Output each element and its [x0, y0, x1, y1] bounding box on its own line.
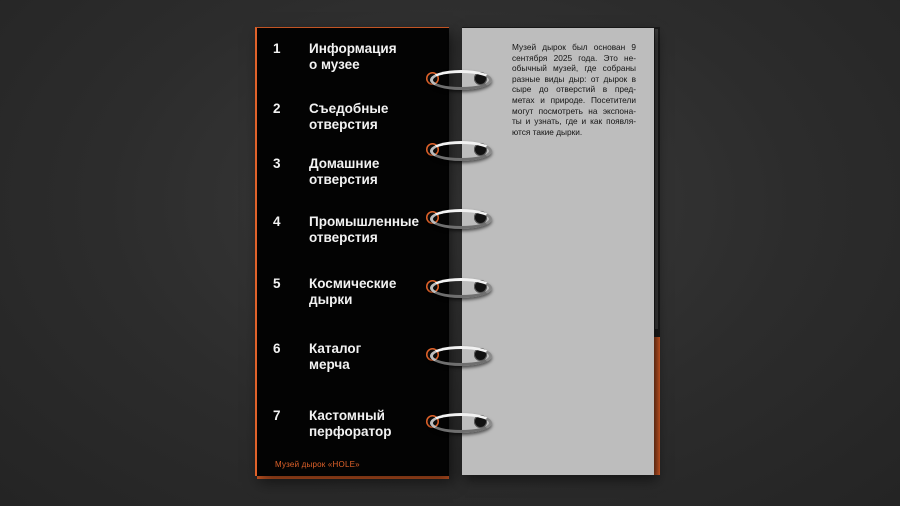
- menu-item-label: Домашние отверстия: [309, 156, 380, 187]
- ring-wire: [430, 346, 492, 366]
- menu-item-label: Промышленные отверстия: [309, 214, 420, 245]
- ring-wire: [430, 413, 492, 433]
- right-stack-orange-edge: [654, 337, 660, 475]
- menu-item-label: Каталог мерча: [309, 341, 362, 372]
- ring-wire: [430, 70, 492, 90]
- binding-ring: [420, 205, 492, 231]
- binding-ring: [420, 342, 492, 368]
- menu-item-number: 7: [273, 408, 281, 423]
- menu-item-number: 2: [273, 101, 281, 116]
- about-text: Музей дырок был основан 9 сентября 2025 года. Это не-обычный музей, где собраны разные виды дыр: от дырок в сыре до отверстий в пред-метах и природе. Посетители могут посмотреть на экспона-ты и узнать, где и как появля-ются такие дырки.: [512, 42, 636, 137]
- binding-ring: [420, 274, 492, 300]
- right-stack-edge: [655, 29, 658, 329]
- binding-ring: [420, 409, 492, 435]
- menu-item-label: Информация о музее: [309, 41, 397, 72]
- ring-wire: [430, 141, 492, 161]
- museum-footer: Музей дырок «HOLE»: [275, 460, 360, 469]
- binding-ring: [420, 66, 492, 92]
- about-page: [462, 28, 654, 475]
- menu-item-label: Съедобные отверстия: [309, 101, 389, 132]
- menu-item-number: 1: [273, 41, 281, 56]
- ring-wire: [430, 278, 492, 298]
- menu-item-label: Кастомный перфоратор: [309, 408, 392, 439]
- menu-item-number: 6: [273, 341, 281, 356]
- ring-wire: [430, 209, 492, 229]
- binding-ring: [420, 137, 492, 163]
- menu-item-number: 4: [273, 214, 281, 229]
- menu-item-label: Космические дырки: [309, 276, 397, 307]
- menu-item-number: 5: [273, 276, 281, 291]
- menu-item-number: 3: [273, 156, 281, 171]
